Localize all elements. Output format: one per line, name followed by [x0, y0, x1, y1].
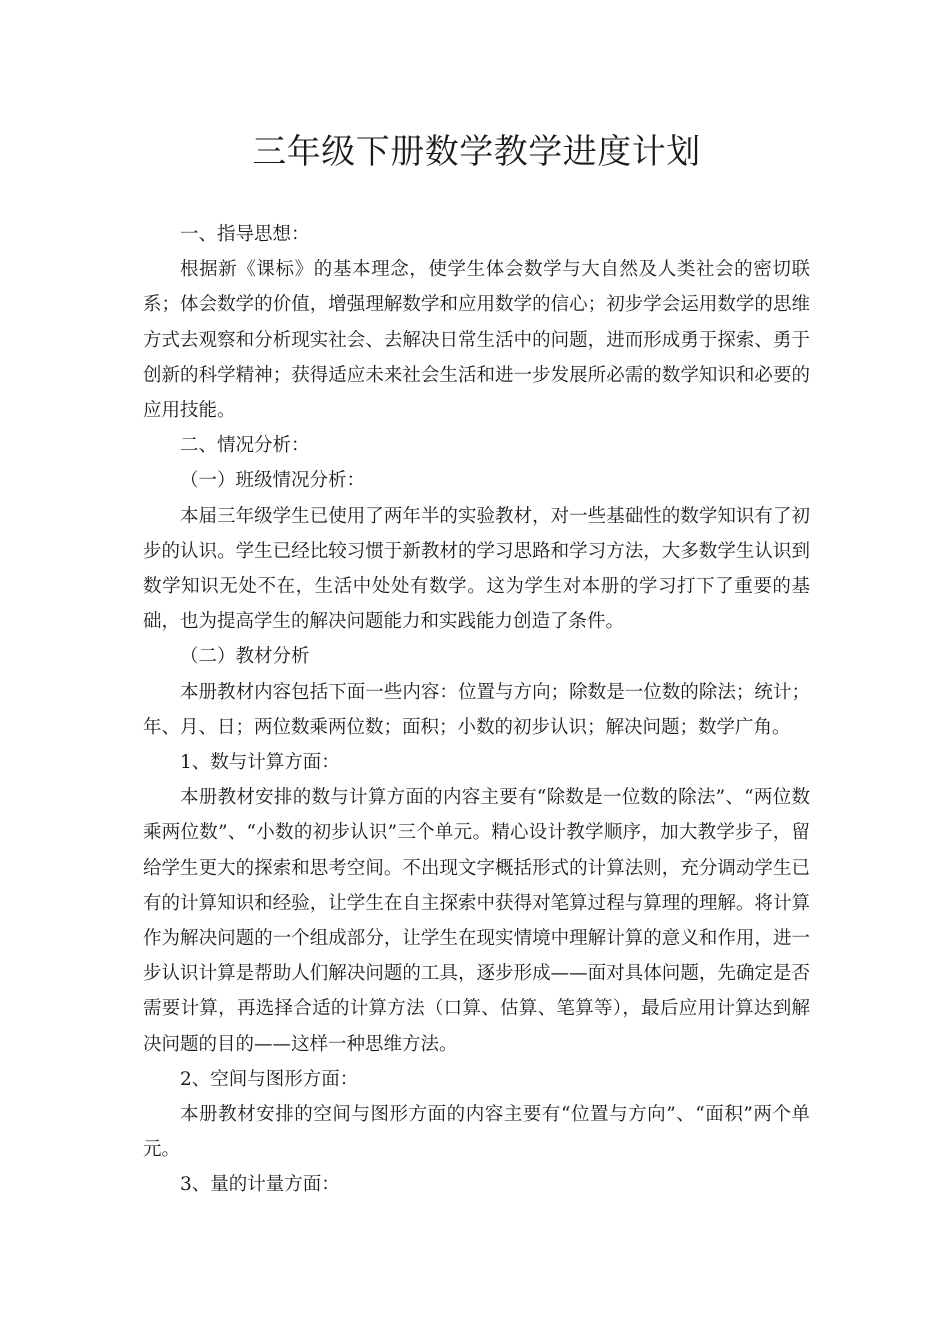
paragraph-textbook-contents: 本册教材内容包括下面一些内容：位置与方向；除数是一位数的除法；统计；年、月、日；两位数乘两位数；面积；小数的初步认识；解决问题；数学广角。: [143, 681, 810, 738]
document-body: [143, 128, 810, 1203]
heading-situation-analysis: 二、情况分析：: [180, 435, 310, 457]
paragraph-number-calculation: 本册教材安排的数与计算方面的内容主要有“除数是一位数的除法”、“两位数乘两位数”、“小数的初步认识”三个单元。精心设计教学顺序，加大教学步子，留给学生更大的探索和思考空间。不出现文字概括形式的计算法则，充分调动学生已有的计算知识和经验，让学生在自主探索中获得对笔算过程与算理的理解。将计算作为解决问题的一个组成部分，让学生在现实情境中理解计算的意义和作用，进一步认识计算是帮助人们解决问题的工具，逐步形成——面对具体问题，先确定是否需要计算，再选择合适的计算方法（口算、估算、笔算等），最后应用计算达到解决问题的目的——这样一种思维方法。: [143, 787, 810, 1055]
paragraph-guiding-ideology: 根据新《课标》的基本理念，使学生体会数学与大自然及人类社会的密切联系；体会数学的价值，增强理解数学和应用数学的信心；初步学会运用数学的思维方式去观察和分析现实社会、去解决日常生活中的问题，进而形成勇于探索、勇于创新的科学精神；获得适应未来社会生活和进一步发展所必需的数学知识和必要的应用技能。: [143, 259, 810, 422]
paragraph-class-analysis: 本届三年级学生已使用了两年半的实验教材，对一些基础性的数学知识有了初步的认识。学生已经比较习惯于新教材的学习思路和学习方法，大多数学生认识到数学知识无处不在，生活中处处有数学。这为学生对本册的学习打下了重要的基础，也为提高学生的解决问题能力和实践能力创造了条件。: [143, 505, 810, 633]
heading-guiding-ideology: 一、指导思想：: [180, 224, 310, 245]
subheading-textbook-analysis: （二）教材分析: [180, 646, 310, 668]
document-title: 三年级下册数学教学进度计划: [252, 132, 701, 172]
heading-number-calculation: 1、数与计算方面：: [180, 752, 340, 774]
paragraph-space-geometry: 本册教材安排的空间与图形方面的内容主要有“位置与方向”、“面积”两个单元。: [143, 1104, 810, 1161]
heading-space-geometry: 2、空间与图形方面：: [180, 1068, 359, 1090]
subheading-class-analysis: （一）班级情况分析：: [180, 470, 366, 492]
heading-measurement: 3、量的计量方面：: [180, 1174, 340, 1196]
